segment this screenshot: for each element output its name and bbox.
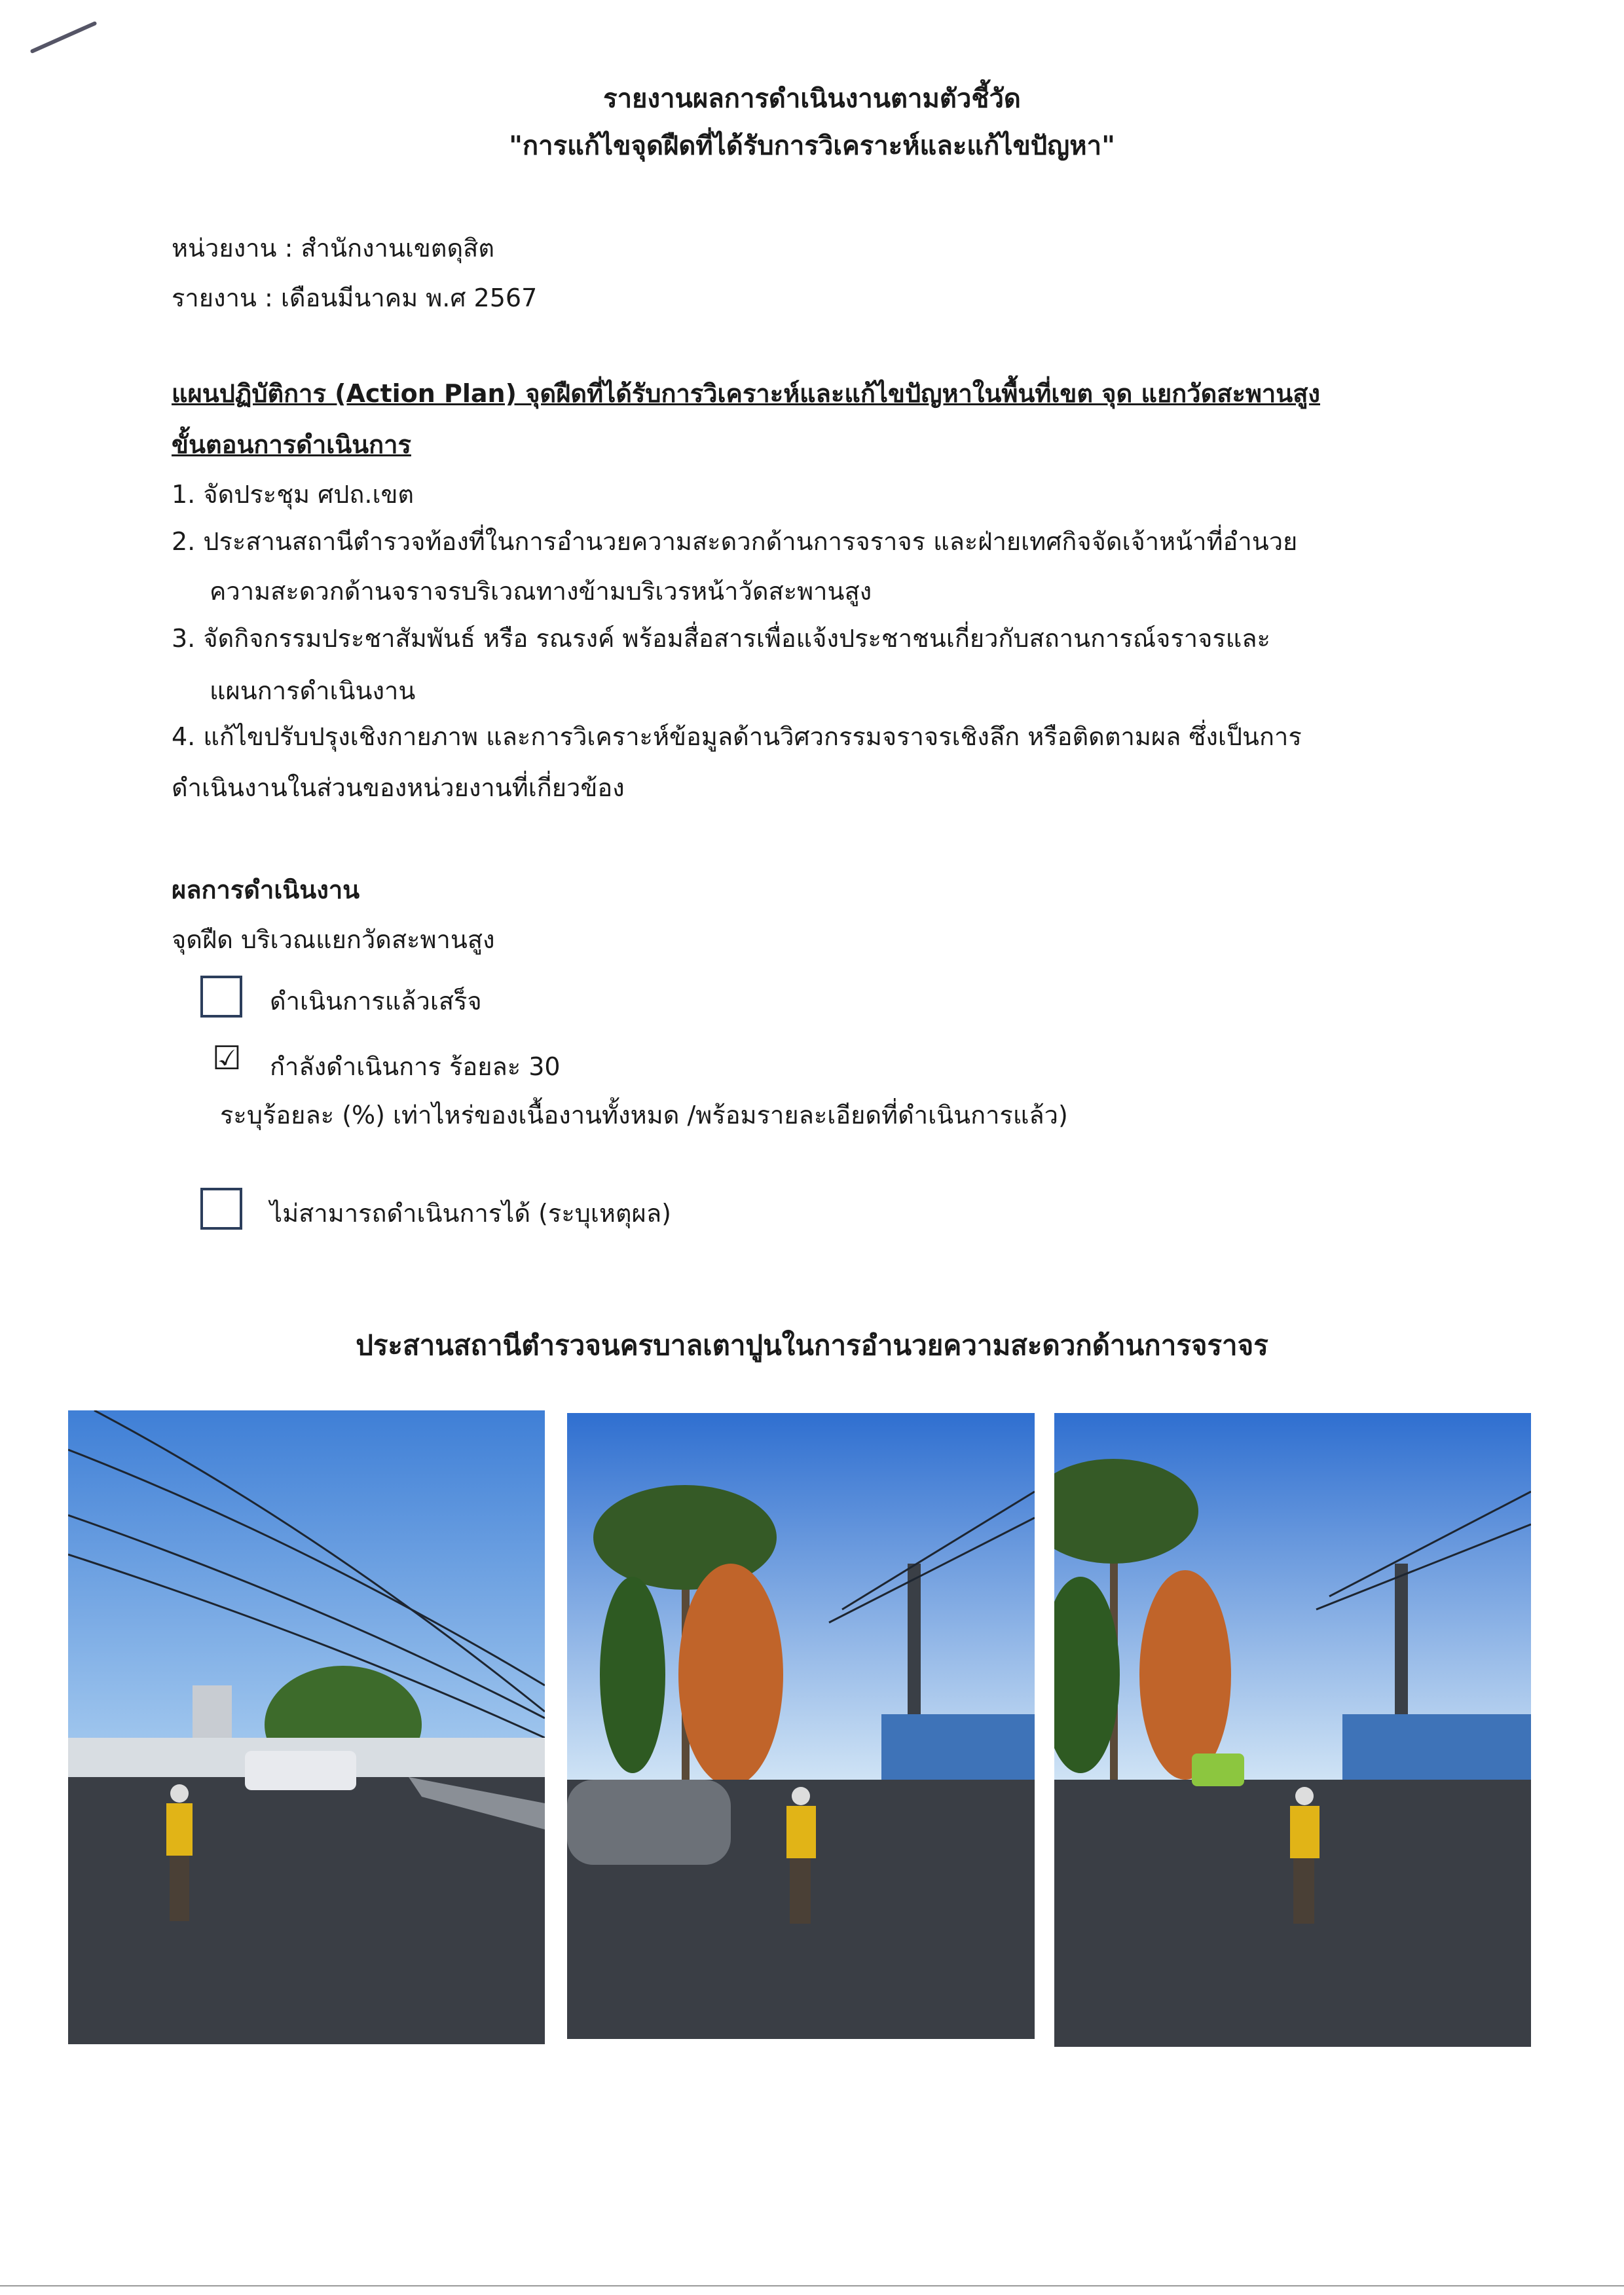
photo-2 <box>567 1413 1035 2039</box>
option-in-progress-note: ระบุร้อยละ (%) เท่าไหร่ของเนื้องานทั้งหมด /พร้อมรายละเอียดที่ดำเนินการแล้ว) <box>220 1101 1068 1129</box>
steps-heading: ขั้นตอนการดำเนินการ <box>172 430 411 459</box>
step-2: 2. ประสานสถานีตำรวจท้องที่ในการอำนวยความสะดวกด้านการจราจร และฝ่ายเทศกิจจัดเจ้าหน้าที่อำนวย <box>172 527 1298 556</box>
traffic-officer-photo-icon <box>567 1413 1035 2039</box>
checkbox-done[interactable] <box>200 976 242 1018</box>
step-4-cont: ดำเนินงานในส่วนของหน่วยงานที่เกี่ยวข้อง <box>172 773 625 802</box>
action-plan-heading: แผนปฏิบัติการ (Action Plan) จุดฝืดที่ได้รับการวิเคราะห์และแก้ไขปัญหาในพื้นที่เขต จุด แยกวัดสะพานสูง <box>172 379 1320 408</box>
step-4: 4. แก้ไขปรับปรุงเชิงกายภาพ และการวิเคราะห์ข้อมูลด้านวิศวกรรมจราจรเชิงลึก หรือติดตามผล ซึ่งเป็นการ <box>172 722 1302 751</box>
traffic-officer-photo-icon <box>1054 1413 1531 2047</box>
report-period-line: รายงาน : เดือนมีนาคม พ.ศ 2567 <box>172 284 538 312</box>
report-title: รายงานผลการดำเนินงานตามตัวชี้วัด <box>603 84 1021 114</box>
report-subtitle: "การแก้ไขจุดฝืดที่ได้รับการวิเคราะห์และแก้ไขปัญหา" <box>509 131 1115 161</box>
photo-1 <box>68 1410 545 2044</box>
checkbox-in-progress[interactable]: ☑ <box>212 1039 242 1077</box>
option-done-label: ดำเนินการแล้วเสร็จ <box>270 987 482 1016</box>
step-3-cont: แผนการดำเนินงาน <box>210 676 416 705</box>
option-in-progress-label: กำลังดำเนินการ ร้อยละ 30 <box>270 1052 561 1081</box>
agency-line: หน่วยงาน : สำนักงานเขตดุสิต <box>172 234 495 263</box>
step-1: 1. จัดประชุม ศปถ.เขต <box>172 480 415 509</box>
step-2-cont: ความสะดวกด้านจราจรบริเวณทางข้ามบริเวรหน้าวัดสะพานสูง <box>210 577 872 606</box>
page-bottom-rule <box>0 2285 1624 2286</box>
scan-mark <box>30 21 98 54</box>
results-heading: ผลการดำเนินงาน <box>172 875 360 904</box>
step-3: 3. จัดกิจกรรมประชาสัมพันธ์ หรือ รณรงค์ พร้อมสื่อสารเพื่อแจ้งประชาชนเกี่ยวกับสถานการณ์จราจรและ <box>172 624 1270 653</box>
results-location: จุดฝืด บริเวณแยกวัดสะพานสูง <box>172 925 495 954</box>
option-cannot-label: ไม่สามารถดำเนินการได้ (ระบุเหตุผล) <box>270 1199 671 1228</box>
checkbox-cannot[interactable] <box>200 1188 242 1230</box>
photo-caption: ประสานสถานีตำรวจนครบาลเตาปูนในการอำนวยความสะดวกด้านการจราจร <box>356 1329 1268 1361</box>
photo-3 <box>1054 1413 1531 2047</box>
traffic-officer-photo-icon <box>68 1410 545 2044</box>
